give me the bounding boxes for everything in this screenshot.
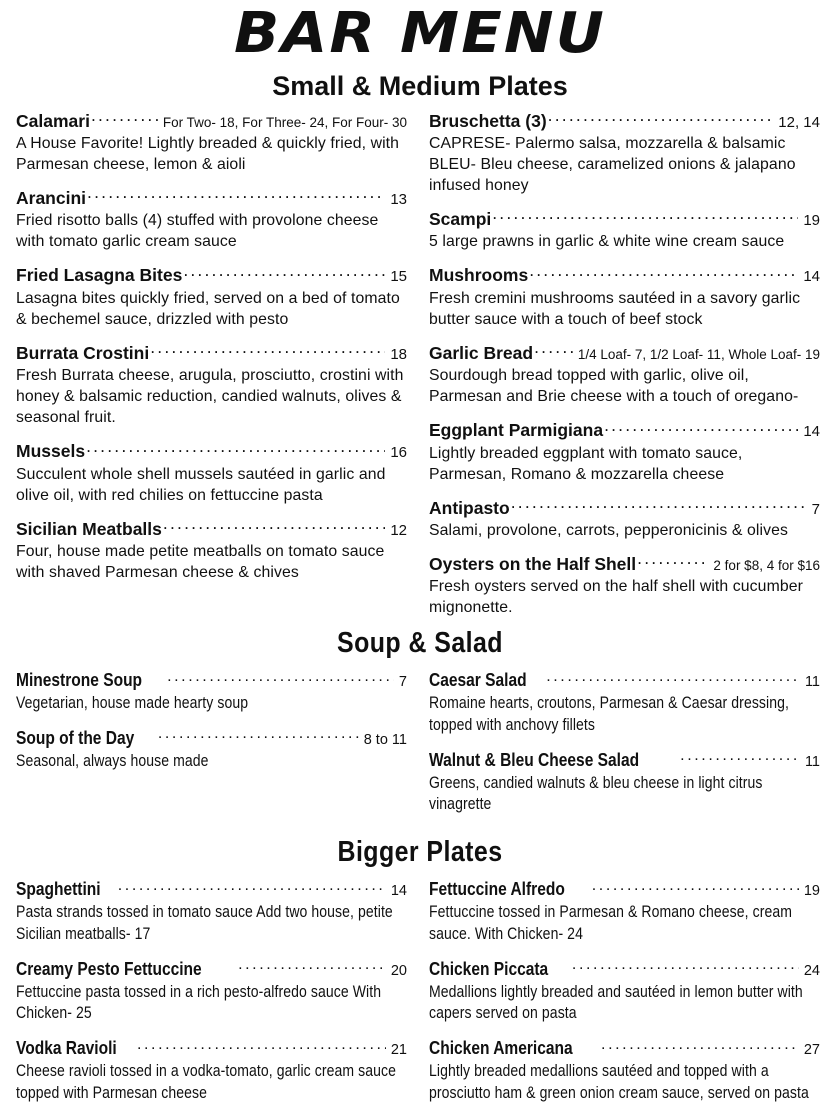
menu-item — [16, 877, 407, 946]
menu-item-header — [16, 518, 407, 540]
menu-item-name: Soup of the Day — [16, 726, 135, 748]
menu-item-name: Sicilian Meatballs — [16, 518, 162, 539]
menu-item-header — [16, 1036, 407, 1060]
menu-item — [429, 264, 820, 329]
dot-leader — [592, 879, 799, 895]
section-heading: Bigger Plates — [337, 836, 503, 869]
section-heading: Small & Medium Plates — [272, 71, 568, 101]
menu-item-price: 19 — [803, 883, 820, 900]
menu-item-description: Sourdough bread topped with garlic, olive oil, Parmesan and Brie cheese with a touch of oregano- — [429, 367, 799, 406]
menu-item-name: Calamari — [16, 110, 90, 131]
menu-item-header — [429, 342, 820, 364]
menu-item-description: Salami, provolone, carrots, pepperonicinis & olives — [429, 522, 788, 540]
menu-item — [16, 668, 407, 715]
menu-item — [429, 877, 820, 946]
dot-leader — [163, 519, 385, 535]
menu-item-price: 16 — [390, 444, 407, 462]
menu-item-header — [429, 419, 820, 441]
menu-item — [16, 440, 407, 505]
menu-item-description: Medallions lightly breaded and sautéed in lemon butter with capers served on pasta — [429, 982, 803, 1023]
menu-item — [16, 342, 407, 428]
menu-item-description: Lightly breaded medallions sautéed and topped with a prosciutto ham & green onion cream sauce, served on pasta — [429, 1062, 809, 1102]
menu-item — [16, 110, 407, 175]
menu-item-price: 14 — [803, 423, 820, 441]
menu-item-name: Eggplant Parmigiana — [429, 420, 604, 441]
menu-item-header — [429, 553, 820, 575]
menu-item-price: 14 — [803, 268, 820, 286]
menu-item-name: Mushrooms — [429, 265, 529, 286]
menu-item-header — [429, 668, 820, 692]
menu-item-header — [16, 440, 407, 462]
menu-item — [429, 497, 820, 541]
menu-item-name: Chicken Piccata — [429, 957, 549, 979]
dot-leader — [637, 554, 708, 570]
menu-item-description: CAPRESE- Palermo salsa, mozzarella & balsamic BLEU- Bleu cheese, caramelized onions & jalapano infused honey — [429, 135, 796, 195]
section-heading: Soup & Salad — [337, 627, 503, 660]
menu-item-header — [429, 110, 820, 132]
menu-item-price: 12 — [390, 521, 407, 539]
menu-item-name: Burrata Crostini — [16, 342, 150, 363]
menu-item-description: Fresh cremini mushrooms sautéed in a savory garlic butter sauce with a touch of beef stock — [429, 289, 801, 328]
menu-item-header — [16, 264, 407, 286]
dot-leader — [91, 111, 158, 127]
menu-item-header — [16, 726, 407, 750]
right-column — [429, 110, 820, 619]
menu-item — [429, 1036, 820, 1105]
dot-leader — [167, 670, 394, 686]
left-column — [16, 668, 407, 783]
menu-item-description: Lasagna bites quickly fried, served on a bed of tomato & bechemel sauce, drizzled with pesto — [16, 289, 400, 328]
menu-item-description: Seasonal, always house made — [16, 751, 209, 770]
menu-item-description: Four, house made petite meatballs on tomato sauce with shaved Parmesan cheese & chives — [16, 543, 385, 582]
menu-item-name: Antipasto — [429, 497, 510, 518]
menu-item-price: For Two- 18, For Three- 24, For Four- 30 — [162, 114, 407, 130]
right-column — [429, 668, 820, 827]
menu-item-description: Lightly breaded eggplant with tomato sauce, Parmesan, Romano & mozzarella cheese — [429, 444, 743, 483]
menu-item-name: Caesar Salad — [429, 669, 527, 691]
dot-leader — [511, 498, 807, 514]
dot-leader — [492, 209, 798, 225]
menu-item-price: 8 to 11 — [363, 731, 407, 748]
right-column — [429, 877, 820, 1116]
menu-item-name: Spaghettini — [16, 878, 101, 900]
menu-item — [429, 748, 820, 817]
menu-item-price: 14 — [390, 883, 407, 900]
menu-item-name: Chicken Americana — [429, 1037, 573, 1059]
menu-item-name: Scampi — [429, 209, 492, 230]
dot-leader — [183, 265, 385, 281]
dot-leader — [86, 441, 385, 457]
menu-item — [16, 187, 407, 252]
menu-item-description: Cheese ravioli tossed in a vodka-tomato, garlic cream sauce topped with Parmesan cheese — [16, 1062, 396, 1102]
section-columns — [16, 877, 824, 1116]
menu-item — [429, 342, 820, 407]
menu-item-price: 2 for $8, 4 for $16 — [713, 558, 820, 574]
menu-item-header — [16, 877, 407, 901]
left-column — [16, 877, 407, 1116]
menu-item-header — [429, 748, 820, 772]
page-title: BAR MENU — [233, 1, 607, 66]
menu-item-price: 19 — [803, 212, 820, 230]
dot-leader — [87, 188, 385, 204]
menu-item-header — [429, 208, 820, 230]
menu-item — [16, 726, 407, 773]
menu-item-price: 7 — [811, 500, 820, 518]
menu-sections — [16, 72, 824, 1116]
menu-item-price: 12, 14 — [778, 113, 820, 131]
menu-item-price: 27 — [803, 1042, 820, 1059]
menu-item — [429, 553, 820, 618]
menu-item-header — [429, 264, 820, 286]
dot-leader — [546, 670, 800, 686]
menu-item-name: Bruschetta (3) — [429, 110, 547, 131]
menu-item-header — [429, 877, 820, 901]
menu-item — [429, 208, 820, 252]
menu-item-description: Fettuccine tossed in Parmesan & Romano cheese, cream sauce. With Chicken- 24 — [429, 902, 793, 943]
menu-item — [429, 668, 820, 737]
menu-item-name: Vodka Ravioli — [16, 1037, 117, 1059]
menu-page — [0, 1, 840, 1102]
menu-item-header — [429, 957, 820, 981]
menu-item — [16, 264, 407, 329]
menu-item-description: Romaine hearts, croutons, Parmesan & Caesar dressing, topped with anchovy fillets — [429, 693, 789, 734]
menu-item-price: 7 — [398, 674, 407, 691]
menu-item-price: 20 — [390, 962, 407, 979]
dot-leader — [529, 265, 798, 281]
menu-item — [429, 110, 820, 196]
menu-item — [429, 957, 820, 1026]
menu-item — [16, 518, 407, 583]
section-columns — [16, 110, 824, 619]
menu-section-small-medium-plates — [16, 72, 824, 618]
menu-item-name: Fettuccine Alfredo — [429, 878, 565, 900]
menu-item-name: Minestrone Soup — [16, 669, 143, 691]
menu-item-description: Fried risotto balls (4) stuffed with provolone cheese with tomato garlic cream sauce — [16, 212, 379, 251]
menu-item-price: 15 — [390, 268, 407, 286]
menu-item-header — [16, 957, 407, 981]
menu-item-price: 13 — [390, 191, 407, 209]
menu-item — [429, 419, 820, 484]
menu-item-name: Oysters on the Half Shell — [429, 554, 637, 575]
menu-item-price: 24 — [803, 962, 820, 979]
menu-item-description: Succulent whole shell mussels sautéed in garlic and olive oil, with red chilies on fettuccine pasta — [16, 465, 386, 504]
menu-item-price: 18 — [390, 345, 407, 363]
menu-item-name: Garlic Bread — [429, 342, 534, 363]
dot-leader — [150, 343, 385, 359]
menu-item-description: Greens, candied walnuts & bleu cheese in light citrus vinagrette — [429, 773, 763, 814]
menu-item-description: Fettuccine pasta tossed in a rich pesto-alfredo sauce With Chicken- 25 — [16, 982, 382, 1023]
dot-leader — [534, 343, 573, 359]
menu-item-description: Fresh oysters served on the half shell with cucumber mignonette. — [429, 578, 803, 617]
menu-item-header — [16, 187, 407, 209]
menu-item-header — [16, 342, 407, 364]
dot-leader — [137, 1038, 386, 1054]
dot-leader — [572, 959, 799, 975]
dot-leader — [604, 420, 798, 436]
left-column — [16, 110, 407, 583]
menu-item — [16, 957, 407, 1026]
menu-item — [16, 1036, 407, 1105]
menu-item-description: Vegetarian, house made hearty soup — [16, 693, 249, 712]
menu-item-description: A House Favorite! Lightly breaded & quickly fried, with Parmesan cheese, lemon & aioli — [16, 135, 400, 174]
dot-leader — [601, 1038, 799, 1054]
menu-item-description: Fresh Burrata cheese, arugula, prosciutto, crostini with honey & balsamic reduction, candied walnuts, olives & seasonal fruit. — [16, 367, 404, 427]
dot-leader — [548, 111, 774, 127]
menu-section-soup-salad — [16, 628, 824, 827]
menu-item-header — [16, 110, 407, 132]
menu-item-name: Fried Lasagna Bites — [16, 265, 183, 286]
menu-item-price: 11 — [804, 674, 820, 691]
menu-item-price: 11 — [804, 753, 820, 770]
dot-leader — [158, 728, 359, 744]
dot-leader — [238, 959, 386, 975]
menu-item-header — [429, 1036, 820, 1060]
menu-item-header — [16, 668, 407, 692]
dot-leader — [680, 750, 800, 766]
menu-item-description: 5 large prawns in garlic & white wine cream sauce — [429, 233, 785, 251]
dot-leader — [118, 879, 386, 895]
menu-item-description: Pasta strands tossed in tomato sauce Add two house, petite Sicilian meatballs- 17 — [16, 902, 393, 943]
menu-item-header — [429, 497, 820, 519]
menu-item-price: 21 — [390, 1042, 407, 1059]
menu-item-name: Creamy Pesto Fettuccine — [16, 957, 202, 979]
section-columns — [16, 668, 824, 827]
menu-item-price: 1/4 Loaf- 7, 1/2 Loaf- 11, Whole Loaf- 19 — [577, 346, 820, 362]
menu-section-bigger-plates — [16, 837, 824, 1116]
menu-item-name: Arancini — [16, 188, 87, 209]
menu-item-name: Walnut & Bleu Cheese Salad — [429, 748, 640, 770]
menu-item-name: Mussels — [16, 441, 86, 462]
